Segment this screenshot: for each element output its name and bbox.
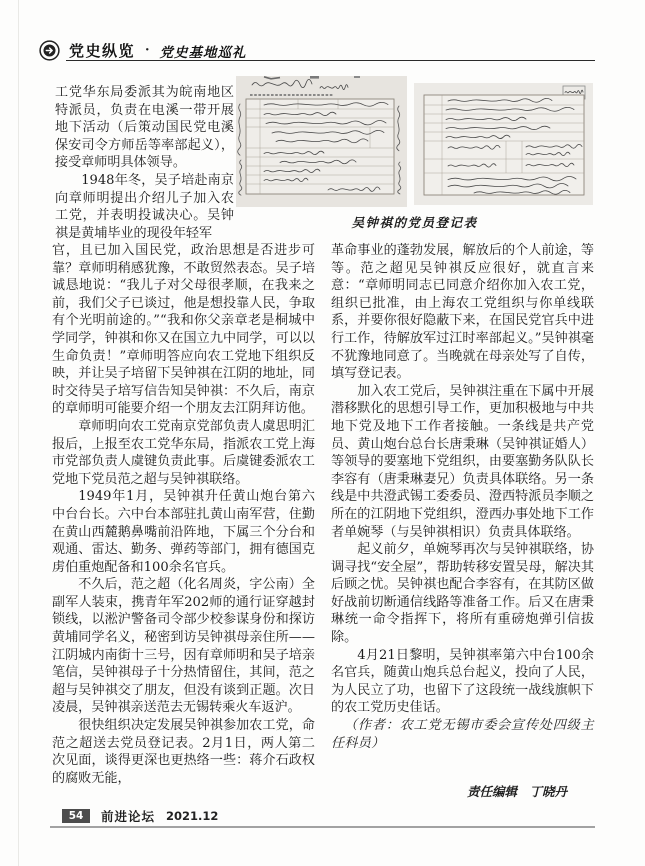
article-paragraph: 起义前夕，单婉琴再次与吴钟祺联络，协调寻找“安全屋”，帮助转移安置吴母，解决其后顾之忧。吴钟祺也配合李容有，在其防区做好战前切断通信线路等准备工作。后又在唐秉琳统一命令指挥下，将所有重磅炮弹引信拔除。 (331, 542, 594, 646)
scan-row (236, 76, 593, 207)
article-paragraph: 1948年冬，吴子培赴南京向章师明提出介绍儿子加入农工党，并表明投诚决心。吴钟祺是黄埔毕业的现役年轻军 (55, 172, 234, 241)
footer-divider (50, 826, 595, 828)
page-header (39, 40, 247, 61)
article-paragraph: 不久后，范之超（化名周炎，字公南）全副军人装束，携青年军202师的通行证穿越封锁线，以淞沪警备司令部少校参谋身份和探访黄埔同学名义，秘密到访吴钟祺母亲住所——江阴城内南街十三号，因有章师明和吴子培亲笔信，吴钟祺母子十分热情留住，其间，范之超与吴钟祺交了朋友，但没有谈到正题。次日凌晨，吴钟祺亲送范去无锡转乘火车返沪。 (52, 577, 315, 716)
article-paragraph: 4月21日黎明，吴钟祺率第六中台100余名官兵，随黄山炮兵总台起义，投向了人民，为人民立了功，也留下了这段统一战线旗帜下的农工党历史佳话。 (331, 647, 594, 716)
title-separator: · (145, 43, 150, 58)
intro-column (55, 84, 234, 242)
column-title: 党史基地巡礼 (159, 44, 247, 61)
article-paragraph: 官，且已加入国民党，政治思想是否进步可靠？章师明稍感犹豫，不敢贸然表态。吴子培诚恳地说：“我儿子对父母很孝顺，在我来之前，我们父子已谈过，他是想投靠人民，争取有个光明前途的。”“我和你父亲章老是桐城中学同学，钟祺和你又在国立九中同学，可以以生命负责！”章师明答应向农工党地下组织反映，并让吴子培留下吴钟祺在江阴的地址，同时交待吴子培写信告知吴钟祺：不久后，南京的章师明可能要介绍一个朋友去江阴拜访他。 (52, 243, 315, 417)
journal-name: 前进论坛 (101, 808, 156, 824)
editor-credit: 责任编辑 丁晓丹 (466, 784, 567, 799)
article-paragraph: 1949年1月，吴钟祺升任黄山炮台第六中台台长。六中台本部驻扎黄山南军营，住勤在黄山西麓鹅鼻嘴前沿阵地，下属三个分台和观通、雷达、勤务、弹药等部门，拥有德国克虏伯重炮配备和100余名官兵。 (52, 489, 315, 575)
page-number-badge: 54 (62, 809, 90, 823)
footer-row (50, 808, 595, 823)
figure-caption: 吴钟祺的党员登记表 (351, 215, 478, 230)
issue-date: 2021.12 (166, 808, 219, 823)
article-paragraph: 加入农工党后，吴钟祺注重在下属中开展潜移默化的思想引导工作，更加积极地与中共地下党及地下工作者接触。一条线是共产党员、黄山炮台总台长唐秉琳（吴钟祺证婚人）等领导的要塞地下党组织，由要塞勤务队队长李容有（唐秉琳妻兄）负责具体联络。另一条线是中共澄武锡工委委员、澄西特派员李顺之所在的江阴地下党组织，澄西办事处地下工作者单婉琴（与吴钟祺相识）负责具体联络。 (331, 383, 594, 540)
article-left-column (52, 242, 315, 787)
article-paragraph: 章师明向农工党南京党部负责人虞思明汇报后，上报至农工党华东局，指派农工党上海市党部负责人虞键负责此事。后虞键委派农工党地下党员范之超与吴钟祺联络。 (52, 418, 315, 487)
article-paragraph: 很快组织决定发展吴钟祺参加农工党，命范之超送去党员登记表。2月1日，两人第二次见面，谈得更深也更热络一些：蒋介石政权的腐败无能， (52, 718, 315, 786)
registration-form-scan-right (414, 83, 593, 205)
scan-edge-line (18, 0, 19, 866)
registration-form-scan-left (236, 76, 407, 207)
section-title: 党史纵览 (69, 42, 136, 60)
article-paragraph: 工党华东局委派其为皖南地区特派员，负责在电溪一带开展地下活动（后策动国民党电溪保安司令方师岳等率部起义），接受章师明具体领导。 (55, 85, 234, 171)
author-note: （作者：农工党无锡市委会宣传处四级主任科员） (331, 718, 594, 751)
article-right-column (331, 242, 594, 752)
page-footer (50, 808, 595, 828)
article-paragraph: 革命事业的蓬勃发展，解放后的个人前途，等等。范之超见吴钟祺反应很好，就直言来意：“章师明同志已同意介绍你加入农工党，组织已批准，由上海农工党组织与你单线联系，并要你很好隐蔽下来，在国民党官兵中进行工作，待解放军过江时率部起义。”吴钟祺毫不犹豫地同意了。当晚就在母亲处写了自传，填写登记表。 (331, 243, 594, 382)
header-divider (66, 60, 595, 61)
figure-registration-forms (236, 76, 593, 231)
circled-right-arrow-icon (39, 40, 60, 61)
